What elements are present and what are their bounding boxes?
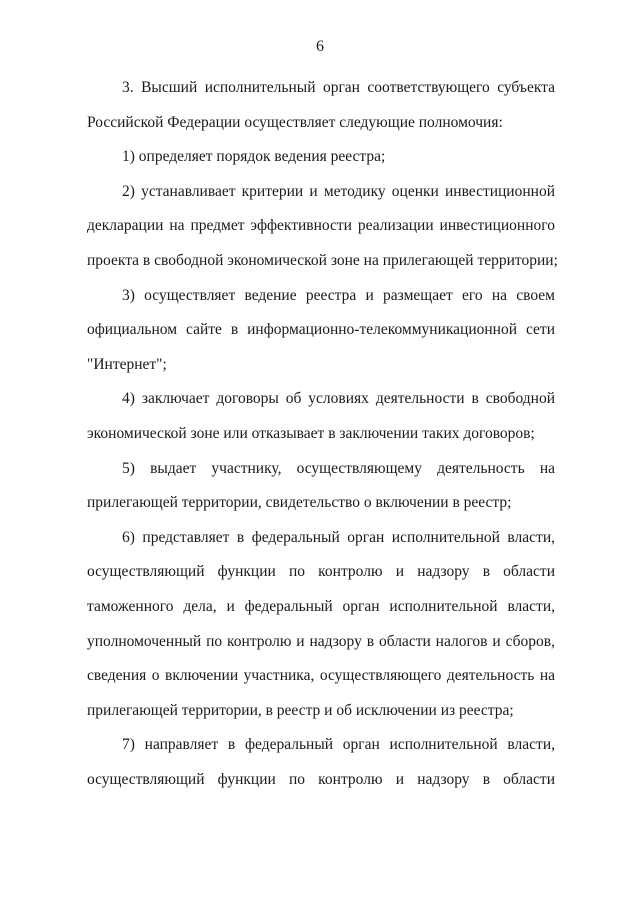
text-line: 3) осуществляет ведение реестра и размещает его на своем (122, 286, 555, 304)
page-number: 6 (316, 38, 324, 55)
text-line: 1) определяет порядок ведения реестра; (122, 148, 386, 166)
text-line: осуществляющий функции по контролю и надзору в области (87, 770, 555, 788)
text-line: 2) устанавливает критерии и методику оценки инвестиционной (122, 182, 555, 200)
list-item-6 (87, 521, 555, 729)
text-line: Российской Федерации осуществляет следующие полномочия: (87, 113, 503, 131)
text-line: 6) представляет в федеральный орган исполнительной власти, (122, 528, 555, 546)
text-line: 7) направляет в федеральный орган исполнительной власти, (122, 736, 555, 754)
text-line: проекта в свободной экономической зоне на прилегающей территории; (87, 251, 558, 269)
text-line: 5) выдает участнику, осуществляющему деятельность на (122, 459, 555, 477)
text-line: экономической зоне или отказывает в заключении таких договоров; (87, 424, 535, 442)
text-line: таможенного дела, и федеральный орган исполнительной власти, (87, 597, 555, 615)
text-line: декларации на предмет эффективности реализации инвестиционного (87, 217, 555, 235)
text-line: 3. Высший исполнительный орган соответствующего субъекта (122, 79, 555, 96)
text-line: прилегающей территории, свидетельство о включении в реестр; (87, 494, 512, 512)
list-item-7 (87, 728, 555, 797)
list-item-3 (87, 279, 555, 383)
list-item-2 (87, 175, 558, 279)
list-item-1 (87, 140, 555, 175)
text-line: прилегающей территории, в реестр и об исключении из реестра; (87, 701, 514, 719)
text-line: "Интернет"; (87, 355, 167, 373)
list-item-4 (87, 382, 555, 451)
text-line: 4) заключает договоры об условиях деятельности в свободной (122, 390, 555, 408)
text-line: официальном сайте в информационно-телекоммуникационной сети (87, 321, 555, 339)
paragraph-3 (87, 71, 555, 140)
text-line: сведения о включении участника, осуществляющего деятельность на (87, 667, 555, 685)
text-line: осуществляющий функции по контролю и надзору в области (87, 563, 555, 581)
text-line: уполномоченный по контролю и надзору в области налогов и сборов, (87, 632, 555, 650)
document-body (87, 71, 558, 797)
list-item-5 (87, 452, 555, 521)
